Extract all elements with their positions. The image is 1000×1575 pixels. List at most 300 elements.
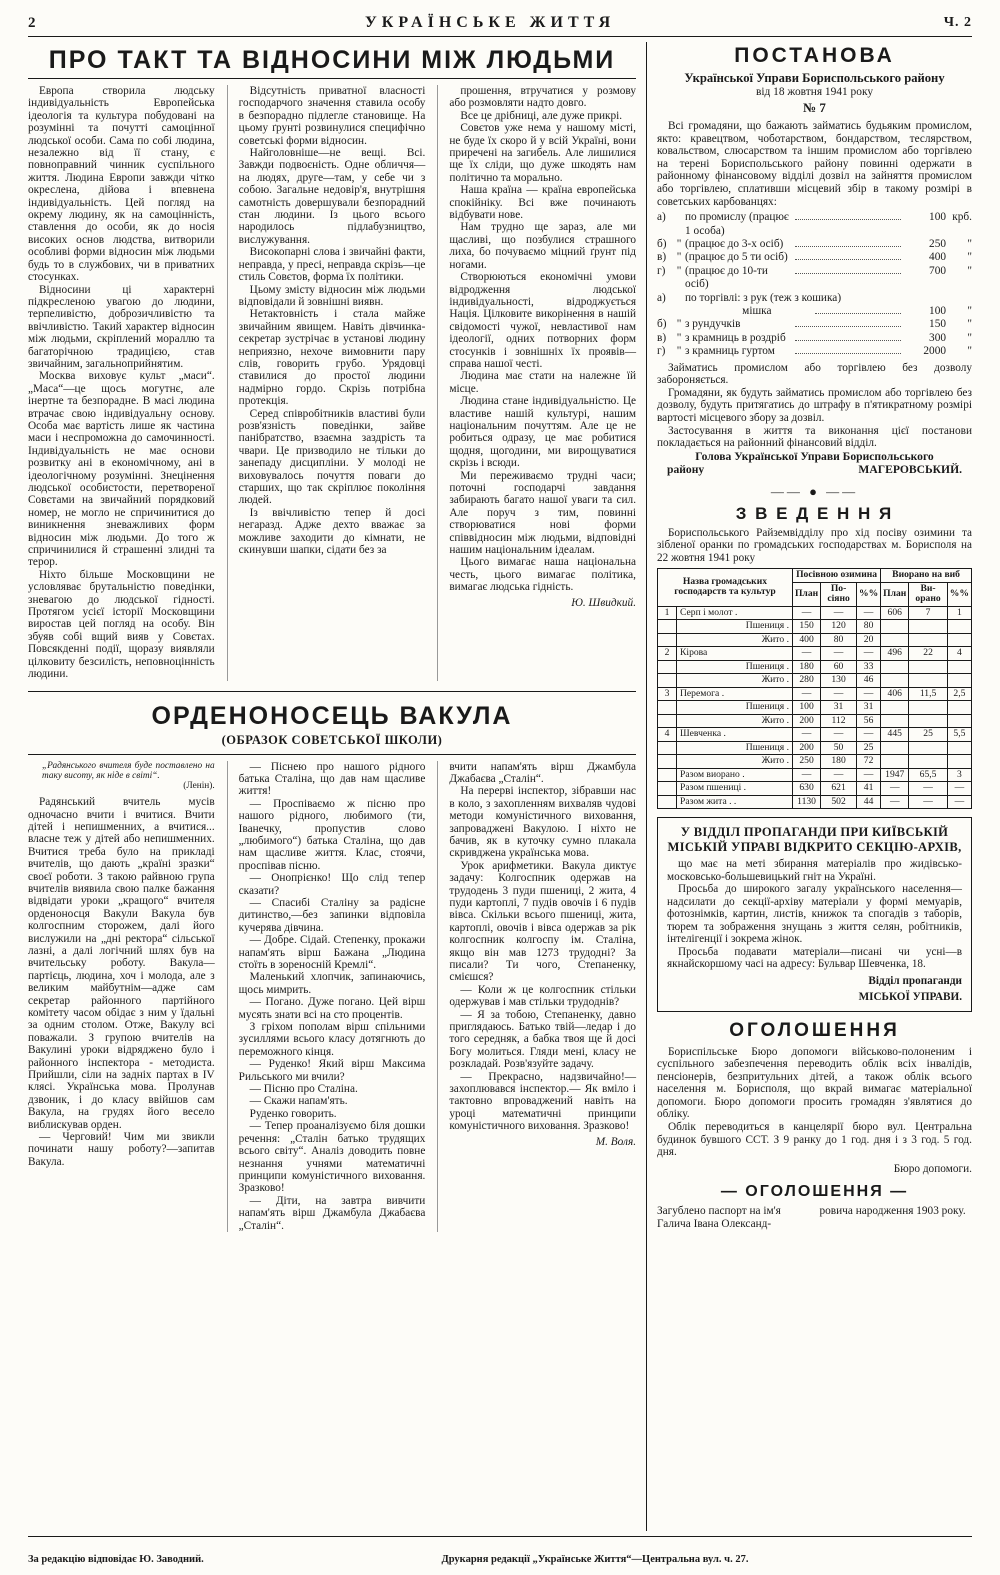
paragraph: — Прекрасно, надзвичайно!—захоплювався інспектор.— Як вміло і тактовно впроваджений навіть на уроці математичні принципи комуністичного виховання. Зразково!: [449, 1070, 637, 1133]
cell: [909, 620, 947, 634]
fee-label: г): [657, 345, 666, 358]
fee-label: г): [657, 264, 666, 277]
article-tact-col3: [437, 85, 636, 681]
fee-currency: ": [967, 318, 972, 331]
row-index: 3: [658, 687, 677, 701]
postanova-fee-list: [657, 211, 972, 358]
fee-amount: 700: [929, 264, 946, 277]
cell: 80: [821, 633, 857, 647]
propaganda-ad-box: [657, 817, 972, 1012]
announcement-2-title: — ОГОЛОШЕННЯ —: [720, 1183, 909, 1201]
announcement-1-title: ОГОЛОШЕННЯ: [729, 1019, 900, 1041]
announcement-1-p1: Бориспільське Бюро допомоги військово-полоненим і суспільного забезпечення переводить облік всіх інвалідів, пенсіонерів, безпритульних дітей, а також облік всього населення м. Борисполя, що вкрай вимагає матеріальної допомоги. Бюро допомоги просить громадян з'являтися до обліку.: [657, 1045, 972, 1121]
cell: —: [856, 768, 880, 782]
paragraph: Европа створила людську індивідуальність Европейська ідеологія та культура побудовані на розумінні та почутті самоцінної людської особи. Сама по собі людина, незалежно від її стану, є повноправний чинник суспільного життя. Людина Европи завжди чітко окреслена, дійова і впевнена індивідуальність. Цей погляд на окрему людину, як на самоцінність, ставлення до особи, як до носія високих основ людства, витворили особливі форми відносин між людьми будь то в службових, чи в приватних стосунках.: [28, 85, 215, 284]
postanova-signature-role: Голова Української Управи Бориспольського: [695, 449, 934, 463]
postanova-block: [657, 44, 972, 476]
paragraph: Найголовніше—не вещі. Всі. Завжди подвоєність. Одне обличчя—на людях, друге—там, у себе чи з собою. Загальне недовір'я, внутрішня самотність довершували безпорадний стан людини. Із цього всього народилось підлабузництво, вислужування.: [238, 147, 426, 246]
paragraph: — Погано. Дуже погано. Цей вірш мусять знати всі на сто процентів.: [238, 996, 426, 1021]
fee-label: а): [657, 211, 666, 224]
paragraph: Людина має стати на належне їй місце.: [449, 370, 637, 395]
paragraph: Нетактовність і стала майже звичайним явищем. Навіть дівчинка-секретар зустрічає в установі людину неприязно, нехоче вимовнити пару слів, говорить грубо. Урядовці ставилися до простої людини надмірно гордо. Скрізь потрібна протекція.: [238, 308, 426, 408]
cell: —: [909, 782, 947, 796]
top-rule: [28, 36, 972, 37]
propaganda-ad-p3: Просьба подавати матеріали—писані чи усні—в якнайскоршому часі на адресу: Бульвар Шевченка, 18.: [667, 945, 962, 970]
row-name: Пшениця .: [677, 660, 793, 674]
paragraph: — Я за тобою, Степаненку, давно приглядаюсь. Батько твій—ледар і до того середняк, а бабка твоя ще й досі Богу молиться. Гляди мені, класу не розкладай. Розв'язуйте задачу.: [449, 1008, 637, 1071]
article-vakula-signature: М. Воля.: [595, 1135, 637, 1148]
row-name: Жито .: [677, 674, 793, 688]
fee-ditto: ": [676, 264, 682, 277]
paragraph: Радянський вчитель мусів одночасно вчити і вчитися. Вчити дітей і непишменних, а вчитися... власне теж у дітей або непишменних. Вчитися треба було на прикладі вчителів, що дають „країні зразки“ своєї роботи. З такою райвною група вчителів виявила свою палке бажання відвідати уроки „кращого“ вчителя орденоносця Вакули Вакула був колгоспним сторожем, далі його вислужили на „дні ректора“ сільської лазні, а далі логічний шлях був на вчительську роботу. Вакула—партієць, людина, хоч і молода, але з великим майбутнім—адже сам секретар районного партійного комітету часом обідає з ним у їдальні за одним столом. Отже, Вакулу всі поважали. З групою вчителів на Вакулині уроки відряджено було і районного інспектора - методиста. Прийшли, сіли на задніх партах в IV клясі. Українська мова. Пролунав дзвоник, і до класу ввійшов сам Вакула, на грудях його весело виблискував орден.: [28, 796, 215, 1131]
table-row: [658, 606, 972, 620]
cell: 1947: [881, 768, 909, 782]
fee-desc: з крамниць гуртом: [685, 345, 775, 358]
fee-row: [657, 265, 972, 292]
paragraph: — Добре. Сідай. Степенку, прокажи напам'ять вірш Бажана „Людина стоїть в зореносній Кремлі“.: [238, 934, 426, 971]
total-name: Разом жита . .: [677, 795, 793, 809]
row-index: 2: [658, 647, 677, 661]
announcement-2-body: [657, 1205, 972, 1230]
cell: 56: [856, 714, 880, 728]
table-row: [658, 687, 972, 701]
th-plowed: Виорано на виб: [881, 569, 972, 583]
cell: 445: [881, 728, 909, 742]
cell: 606: [881, 606, 909, 620]
right-column: [657, 42, 972, 1531]
propaganda-ad-sign1: Відділ пропаганди: [868, 974, 962, 987]
left-column-group: [28, 42, 636, 1531]
cell: [947, 620, 971, 634]
leader-dots: [795, 353, 902, 354]
fee-label: б): [657, 237, 667, 250]
paragraph: Високопарні слова і звичайні факти, неправда, у пресі, неправда скрізь—це стиль Совєтов, форма їх політики.: [238, 246, 426, 284]
cell: —: [792, 728, 820, 742]
table-row: [658, 741, 972, 755]
fee-amount: 300: [929, 331, 946, 344]
cell: [909, 674, 947, 688]
fee-row: [657, 251, 972, 264]
postanova-date: від 18 жовтня 1941 року: [755, 86, 874, 98]
epigraph: [28, 761, 215, 792]
cell: [947, 755, 971, 769]
paragraph: Урок арифметики. Вакула диктує задачу: Колгоспник одержав на трудодень 3 пуди пшениці, 2 жита, 4 пуди картоплі, 7 пудів овочів і 6 пудів вівса. Скільки всього пшениці, жита, картоплі, овочів і вівса одержав за рік колгоспник колгоспу ім. Сталіна, якщо він мав 1273 трудодні? За писали? Ти чого, Степаненку, смієшся?: [449, 859, 637, 984]
postanova-title: ПОСТАНОВА: [734, 44, 895, 67]
fee-ditto: ": [676, 345, 682, 358]
th-pct1: %%: [856, 582, 880, 606]
footer-editor: За редакцію відповідає Ю. Заводний.: [28, 1554, 204, 1565]
newspaper-title: УКРАЇНСЬКЕ ЖИТТЯ: [364, 14, 616, 31]
row-index: [658, 620, 677, 634]
table-row: [658, 674, 972, 688]
table-total-row: [658, 782, 972, 796]
divider: [28, 754, 636, 755]
paragraph: Нам трудно ще зараз, але ми щасливі, що позбулися страшного лиха, бо почуваємо міцний ґрунт під ногами.: [449, 221, 637, 271]
cell: —: [821, 647, 857, 661]
cell: —: [856, 647, 880, 661]
paragraph: — Коли ж це колгоспник стільки одержував і мав стільки трудоднів?: [449, 983, 637, 1009]
postanova-signer: МАГЕРОВСЬКИЙ.: [858, 462, 962, 476]
fee-currency: крб.: [952, 211, 972, 224]
fee-ditto: ": [676, 237, 682, 250]
cell: [947, 660, 971, 674]
fee-amount: 100: [929, 305, 946, 317]
table-row: [658, 633, 972, 647]
cell: [881, 701, 909, 715]
paragraph: — Піснею про нашого рідного батька Сталіна, що дав нам щасливе життя!: [238, 760, 426, 798]
fee-label: в): [657, 331, 667, 344]
paragraph: Цьому змісту відносин між людьми відповідали й зовнішні виявн.: [238, 283, 426, 308]
postanova-p2: Громадяни, як будуть займатись промислом або торгівлею без дозволу, будуть притягатись до штрафу в п'ятикратному розмірі вартості місцевого збору за дозвіл.: [657, 386, 972, 424]
th-plan2: План: [881, 582, 909, 606]
cell: [909, 660, 947, 674]
page-number: 2: [28, 14, 37, 31]
fee-amount: 100: [929, 211, 946, 224]
fee-desc: (працює до 5 ти осіб): [685, 251, 788, 264]
cell: 250: [792, 755, 820, 769]
fee-currency: ": [967, 251, 972, 264]
fee-currency: ": [967, 305, 972, 317]
cell: 5,5: [947, 728, 971, 742]
table-header-row: [658, 569, 972, 583]
fee-amount: 250: [929, 237, 946, 250]
fee-row: [657, 345, 972, 358]
leader-dots: [795, 259, 902, 260]
row-name: Пшениця .: [677, 701, 793, 715]
total-name: Разом пшениці .: [677, 782, 793, 796]
row-index: [658, 633, 677, 647]
row-name: Пшениця .: [677, 741, 793, 755]
fee-amount: 400: [929, 251, 946, 264]
fee-amount: 2000: [923, 345, 946, 358]
cell: —: [792, 647, 820, 661]
cell: —: [881, 795, 909, 809]
table-row: [658, 660, 972, 674]
cell: —: [792, 687, 820, 701]
cell: 31: [856, 701, 880, 715]
paragraph: Наша країна — країна европейська спокійніку. Всі вже починають відбувати нове.: [449, 184, 637, 222]
paragraph: — Онопрієнко! Що слід тепер сказати?: [238, 872, 426, 897]
cell: [881, 633, 909, 647]
row-name: Пшениця .: [677, 620, 793, 634]
article-vakula-columns: [28, 761, 636, 1232]
paragraph: Відсутність приватної власності господарчого значення ставила особу в безпорадно підлегле становище. На цьому ґрунті розвинулися специфічно советські форми відносин.: [238, 85, 426, 147]
fee-desc: (працює до 10-ти осіб): [685, 264, 768, 291]
paragraph: Все це дрібниці, але дуже прикрі.: [460, 109, 623, 122]
fee-currency: ": [967, 264, 972, 277]
announcement-2-col2: ровича народження 1903 року.: [819, 1205, 966, 1218]
leader-dots: [795, 273, 902, 274]
row-index: 4: [658, 728, 677, 742]
cell: 130: [821, 674, 857, 688]
cell: [881, 755, 909, 769]
paragraph: — Спасибі Сталіну за радісне дитинство,—без запинки відповіла кучерява дівчина.: [238, 896, 426, 934]
cell: [947, 714, 971, 728]
cell: 502: [821, 795, 857, 809]
cell: 200: [792, 714, 820, 728]
cell: —: [909, 795, 947, 809]
row-name: Шевченка .: [677, 728, 793, 742]
article-tact-columns: [28, 85, 636, 681]
cell: [881, 660, 909, 674]
cell: 406: [881, 687, 909, 701]
postanova-intro: Всі громадяни, що бажають займатись будьяким промислом, якто: кравецтвом, чоботарством, бондарством, теслярством, ковальством, слюсарством та іншим промислом або торгівлею на терені Бориспольського району повинні одержати в районному фінансовому відділі дозвіл на зайняття промислом або торгівлею, сплативши місцевий збір в такому розмірі в советських карбованцях:: [657, 120, 972, 208]
fee-ditto: ": [676, 251, 682, 264]
cell: —: [821, 768, 857, 782]
paragraph: — Черговий! Чим ми звикли починати нашу роботу?—запитав Вакула.: [28, 1131, 215, 1168]
fee-currency: ": [967, 345, 972, 358]
cell: —: [856, 606, 880, 620]
cell: —: [821, 687, 857, 701]
table-body: [658, 606, 972, 809]
fee-row: [657, 211, 972, 238]
cell: [881, 741, 909, 755]
cell: 150: [792, 620, 820, 634]
cell: [881, 714, 909, 728]
cell: [881, 620, 909, 634]
paragraph: Совєтов уже нема у нашому місті, не буде їх скоро й у всій Україні, вони приречені на загибель. Але лишилися ще їх сліди, що дуже шкодять нам політично та морально.: [449, 122, 637, 184]
cell: 180: [821, 755, 857, 769]
fee-desc: з рундучків: [685, 318, 741, 331]
fee-row: [657, 318, 972, 331]
th-name: Назва громадських господарств та культур: [658, 569, 793, 607]
announcement-1-sign: Бюро допомоги.: [893, 1162, 972, 1175]
epigraph-source: (Ленін).: [183, 780, 215, 791]
issue-number: Ч. 2: [943, 15, 972, 30]
propaganda-ad-title: У ВІДДІЛ ПРОПАГАНДИ ПРИ КИЇВСЬКІЙ МІСЬКІЙ УПРАВІ ВІДКРИТО СЕКЦІЮ-АРХІВ,: [667, 825, 962, 854]
bottom-rule: [28, 1536, 972, 1537]
cell: [881, 674, 909, 688]
table-total-row: [658, 795, 972, 809]
cell: 33: [856, 660, 880, 674]
cell: 80: [856, 620, 880, 634]
zvedennya-table: [657, 568, 972, 809]
cell: [909, 701, 947, 715]
announcement-1-p2: Облік переводиться в канцелярії бюро вул. Центральна будинок бувшого ССТ. З 9 ранку до 1 год. дня і з 3 год. 5 год. дня.: [657, 1121, 972, 1159]
column-divider: [646, 42, 647, 1531]
cell: 2,5: [947, 687, 971, 701]
article-vakula-col1: [28, 761, 215, 1232]
cell: 1130: [792, 795, 820, 809]
cell: 20: [856, 633, 880, 647]
leader-dots: [795, 219, 902, 220]
article-vakula: [28, 691, 636, 1232]
row-name: Кірова: [677, 647, 793, 661]
cell: 7: [909, 606, 947, 620]
cell: 65,5: [909, 768, 947, 782]
cell: —: [792, 606, 820, 620]
cell: 25: [856, 741, 880, 755]
postanova-district: району: [667, 462, 705, 476]
th-pct2: %%: [947, 582, 971, 606]
masthead: [28, 10, 972, 36]
paragraph: — Проспіваємо ж пісню про нашого рідного, любимого (ти, Іванечку, пропустив слово „любимого“) батька Сталіна, що дав нам щасливе життя. Клас, стоячи, проспівав пісню.: [238, 797, 426, 872]
row-name: Перемога .: [677, 687, 793, 701]
postanova-p3: Застосування в життя та виконання цієї постанови покладається на районний фінансовий відділ.: [657, 424, 972, 450]
leader-dots: [795, 326, 902, 327]
row-index: [658, 701, 677, 715]
footer: [28, 1554, 972, 1565]
article-vakula-col3: [437, 761, 636, 1232]
leader-dots: [815, 313, 902, 314]
cell: [947, 674, 971, 688]
paragraph: — Пісню про Сталіна.: [249, 1083, 358, 1096]
cell: 22: [909, 647, 947, 661]
ornament-dot: —— ● ——: [770, 483, 859, 499]
footer-printer: Друкарня редакції „Українське Життя“—Центральна вул. ч. 27.: [441, 1554, 749, 1565]
table-row: [658, 755, 972, 769]
paragraph: — Руденко! Який вірш Максима Рильського ми вчили?: [238, 1058, 426, 1083]
cell: 496: [881, 647, 909, 661]
fee-desc: мішка: [742, 305, 772, 317]
fee-row: [657, 332, 972, 345]
cell: 100: [792, 701, 820, 715]
row-name: Жито .: [677, 755, 793, 769]
paragraph: Створюються економічні умови відродження людської індивідуальності, відроджується Нація. Цілковите викорінення в нашій свідомості чужої, невластивої нам ідеології, одних потворних форм стосунків і зовнішніх їх проявів—справа нашої честі.: [449, 271, 637, 370]
zvedennya-title: З В Е Д Е Н Н Я: [735, 503, 894, 523]
fee-row: [657, 305, 972, 318]
paragraph: — Тепер проаналізуємо біля дошки речення: „Сталін батько трудящих всього світу“. Аналіз доводить повне незнання учнями математичні принципи комуністичного виховання. Зразково!: [238, 1120, 426, 1195]
cell: 120: [821, 620, 857, 634]
fee-desc: з крамниць в роздріб: [685, 331, 786, 344]
article-tact-title: ПРО ТАКТ ТА ВІДНОСИНИ МІЖ ЛЮДЬМИ: [48, 46, 616, 74]
leader-dots: [795, 340, 902, 341]
paragraph: Москва виховує культ „маси“. „Маса“—це щось могутнє, але інертне та безпорадне. В масі людина втрачає свою індивідуальну основу. Особа має вартість лише як частина маси і неспроможна до самочинності. Індивідуальність не має основи розвитку ані в економічному, ані в ідеологічному розумінні. Знецінення людської особистости, перетвореної Совєтами на звичайний порядковий номер, не могло не спричинитися до виникнення зневажливих форм відносин між людьми. До того ж спричинилися й страшенні злидні та терор.: [28, 370, 215, 569]
cell: [909, 741, 947, 755]
cell: 180: [792, 660, 820, 674]
announcement-1: [657, 1020, 972, 1176]
fee-currency: ": [967, 331, 972, 344]
row-index: [658, 741, 677, 755]
th-plan1: План: [792, 582, 820, 606]
article-vakula-title: ОРДЕНОНОСЕЦЬ ВАКУЛА: [151, 701, 513, 730]
leader-dots: [795, 246, 902, 247]
cell: 1: [947, 606, 971, 620]
cell: —: [856, 728, 880, 742]
cell: [947, 701, 971, 715]
cell: 400: [792, 633, 820, 647]
cell: 72: [856, 755, 880, 769]
th-sown: Посівною озимина: [792, 569, 880, 583]
article-tact-signature: Ю. Швидкий.: [571, 596, 637, 609]
announcement-2-col1: Загублено паспорт на ім'я Галича Івана Олександ-: [657, 1205, 781, 1231]
fee-ditto: ": [676, 331, 682, 344]
page-body: [28, 42, 972, 1531]
cell: [909, 755, 947, 769]
postanova-number: № 7: [803, 100, 826, 115]
article-vakula-subtitle: (ОБРАЗОК СОВЕТСЬКОЇ ШКОЛИ): [221, 732, 443, 747]
fee-amount: 150: [929, 318, 946, 331]
cell: 31: [821, 701, 857, 715]
total-name: Разом виорано .: [677, 768, 793, 782]
cell: [909, 714, 947, 728]
row-name: Жито .: [677, 633, 793, 647]
cell: 25: [909, 728, 947, 742]
cell: —: [792, 768, 820, 782]
paragraph: На перерві інспектор, зібравши нас в коло, з захопленням вихваляв чудові методи комуністичного виховання, запроваджені Вакулою. І ніхто не бачив, як в куточку сумно плакала скривджена українська мова.: [449, 785, 637, 860]
cell: [947, 741, 971, 755]
article-tact: [28, 46, 636, 681]
fee-row: [657, 292, 972, 305]
cell: 200: [792, 741, 820, 755]
announcement-2: [657, 1183, 972, 1230]
fee-desc: по промислу (працює 1 особа): [685, 211, 789, 237]
cell: 621: [821, 782, 857, 796]
paragraph: Ніхто більше Московщини не условляває брутальністю поведінки, зневагою до людської гідності. Протягом усієї історії Московщини виростав цей погляд на особу. Він збуяв собі вщий вияв у Совєтах. Повсякденні події, щоразу виявляли цілковиту безсилість, неповноцінність людини.: [28, 568, 215, 681]
paragraph: Відносини ці характерні підкресленою увагою до людини, терпеливістю, доброзичливістю та ввічливістю. Такий характер відносин між людьми, скріплений мораллю та багаторічною традицією, став звичайним, загальноприйнятим.: [28, 283, 215, 370]
cell: —: [821, 606, 857, 620]
fee-desc: по торгівлі: з рук (теж з кошика): [685, 291, 842, 304]
cell: 50: [821, 741, 857, 755]
cell: 11,5: [909, 687, 947, 701]
th-done2: Ви-орано: [909, 582, 947, 606]
divider: [28, 78, 636, 79]
row-name: Жито .: [677, 714, 793, 728]
fee-desc: (працює до 3-х осіб): [685, 237, 784, 250]
table-total-row: [658, 768, 972, 782]
fee-row: [657, 238, 972, 251]
cell: [909, 633, 947, 647]
propaganda-ad-sign2: МІСЬКОЇ УПРАВИ.: [858, 991, 962, 1003]
cell: —: [947, 782, 971, 796]
table-row: [658, 728, 972, 742]
cell: —: [856, 687, 880, 701]
paragraph: прошення, втручатися у розмову або розмовляти надто довго.: [449, 85, 637, 110]
cell: [947, 633, 971, 647]
article-tact-col2: [227, 85, 426, 681]
propaganda-ad-p1: що має на меті збирання матеріалів про жидівсько-московсько-большевицький гніт на Україні.: [667, 858, 962, 883]
postanova-subtitle: Української Управи Бориспольського району: [684, 71, 945, 85]
cell: 630: [792, 782, 820, 796]
fee-label: в): [657, 251, 667, 264]
table-row: [658, 647, 972, 661]
paragraph: З гріхом пополам вірш спільними зусиллями всього класу дотягнють до переможного кінця.: [238, 1021, 426, 1058]
fee-label: а): [657, 291, 666, 304]
row-index: [658, 714, 677, 728]
fee-currency: ": [967, 237, 972, 250]
cell: 4: [947, 647, 971, 661]
cell: —: [947, 795, 971, 809]
cell: 60: [821, 660, 857, 674]
zvedennya-block: [657, 504, 972, 809]
cell: 44: [856, 795, 880, 809]
paragraph: вчити напам'ять вірш Джамбула Джабаєва „Сталін“.: [449, 760, 637, 785]
cell: 41: [856, 782, 880, 796]
cell: 112: [821, 714, 857, 728]
cell: —: [821, 728, 857, 742]
cell: 280: [792, 674, 820, 688]
table-row: [658, 620, 972, 634]
row-index: 1: [658, 606, 677, 620]
postanova-signature-line: [657, 463, 972, 476]
paragraph: Ми переживаємо трудні часи; поточні господарчі завдання забирають багато нашої уваги та сил. Але поруч з тим, повинні створюватися нові форми співвідносин між людьми, відповідні нашим національним ідеалам.: [449, 469, 637, 557]
paragraph: Руденко говорить.: [249, 1107, 337, 1120]
postanova-p1: Займатись промислом або торгівлею без дозволу забороняється.: [657, 361, 972, 387]
row-index: [658, 755, 677, 769]
cell: 46: [856, 674, 880, 688]
cell: 3: [947, 768, 971, 782]
row-name: Серп і молот .: [677, 606, 793, 620]
paragraph: Цього вимагає наша національна честь, цього вимагає політика, вимагає людська гідність.: [449, 556, 637, 594]
row-index: [658, 674, 677, 688]
paragraph: — Скажи напам'ять.: [249, 1095, 348, 1108]
paragraph: Людина стане індивідуальністю. Це властиве нашій культурі, нашим національним почуттям. Але це не робиться одразу, це має робитися щодня, щогодини, ми вирощуватися скрізь і всюди.: [449, 395, 637, 470]
fee-label: б): [657, 318, 667, 331]
table-row: [658, 714, 972, 728]
th-done1: По-сіяно: [821, 582, 857, 606]
cell: —: [881, 782, 909, 796]
paragraph: Маленький хлопчик, запинаючись, щось мимрить.: [238, 971, 426, 996]
